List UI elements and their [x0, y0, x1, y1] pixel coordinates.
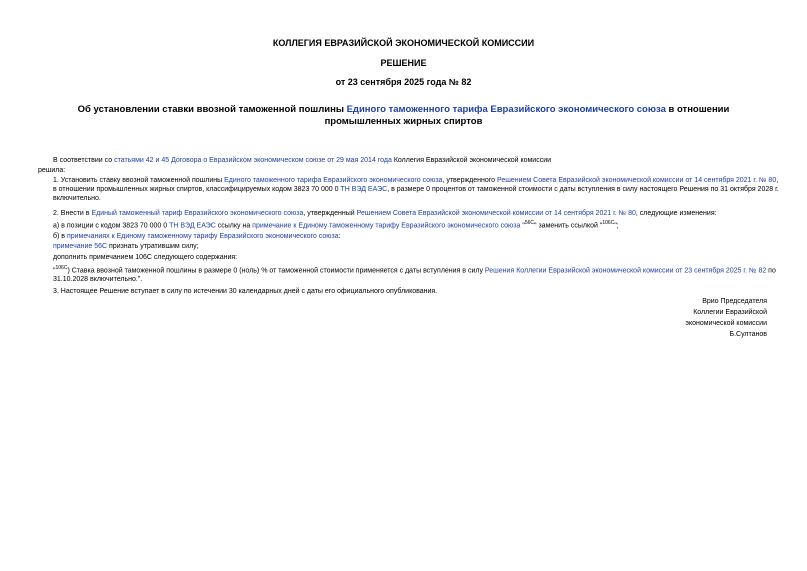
document-title: [40, 104, 767, 128]
note-code-106c-2: 106С: [55, 265, 68, 271]
link-council-decision-80-2[interactable]: Решением Совета Евразийской экономической комиссии от 14 сентября 2021 г. № 80: [356, 210, 636, 217]
add-note-line: дополнить примечанием 106С следующего содержания:: [53, 254, 238, 261]
text: ";: [614, 222, 619, 230]
paragraph-1: [38, 176, 783, 203]
text: ) Ставка ввозной таможенной пошлины в размере 0 (ноль) % от таможенной стоимости применяется с даты вступления в силу: [67, 267, 485, 275]
text: признать утратившим силу;: [107, 243, 199, 250]
note-56c-line: [38, 242, 783, 251]
note-code-106c: 106С: [602, 220, 615, 226]
link-board-decision-82[interactable]: Решения Коллегии Евразийской экономической комиссии от 23 сентября 2025 г. № 82: [484, 267, 767, 275]
text: , утвержденного: [442, 177, 497, 184]
text: , в размере 0 процентов от таможенной стоимости с даты вступления в силу настоящего Решения по 31 октября 2028 г. включительно.: [53, 186, 779, 202]
paragraph-3: 3. Настоящее Решение вступает в силу по истечении 30 календарных дней с даты его официального опубликования.: [53, 288, 438, 295]
org-heading: КОЛЛЕГИЯ ЕВРАЗИЙСКОЙ ЭКОНОМИЧЕСКОЙ КОМИССИИ: [272, 38, 535, 48]
decided-label: решила:: [38, 167, 66, 174]
text: а) в позиции с кодом 3823 70 000 0: [53, 222, 170, 230]
title-link-eett[interactable]: Единого таможенного тарифа Евразийского экономического союза: [346, 104, 666, 115]
paragraph-2b: [38, 232, 783, 241]
text: В соответствии со: [53, 157, 115, 164]
text: б) в: [53, 233, 67, 240]
title-text: Об установлении ставки ввозной таможенной пошлины: [77, 104, 347, 115]
link-tn-ved[interactable]: ТН ВЭД ЕАЭС: [340, 186, 388, 193]
signature-name: Б.Султанов: [729, 331, 767, 338]
link-eett-2[interactable]: Единый таможенный тариф Евразийского экономического союза: [91, 210, 304, 217]
paragraph-2: [38, 209, 783, 218]
text: 2. Внести в: [53, 210, 92, 217]
text: по 31.10.2028 включительно.".: [53, 267, 776, 284]
link-tariff-note[interactable]: примечание к Единому таможенному тарифу Евразийского экономического союза: [252, 222, 521, 230]
link-note-56c[interactable]: примечание 56С: [53, 243, 108, 250]
signature-line-2: Коллегии Евразийской: [693, 309, 767, 316]
signature-line-1: Врио Председателя: [702, 298, 767, 305]
doc-type-heading: РЕШЕНИЕ: [380, 58, 427, 68]
text: :: [338, 233, 341, 240]
link-council-decision-80[interactable]: Решением Совета Евразийской экономической комиссии от 14 сентября 2021 г. № 80: [496, 177, 777, 184]
paragraph-2a: [38, 219, 783, 230]
date-number-heading: от 23 сентября 2025 года № 82: [335, 77, 472, 87]
text: 1. Установить ставку ввозной таможенной пошлины: [53, 177, 225, 184]
intro-paragraph: [38, 156, 783, 165]
link-tariff-notes[interactable]: примечаниях к Единому таможенному тарифу Евразийского экономического союза: [66, 233, 339, 240]
text: " заменить ссылкой ": [534, 222, 603, 230]
link-tn-ved-2[interactable]: ТН ВЭД ЕАЭС: [169, 222, 216, 230]
text: ссылку на: [215, 222, 253, 230]
note-code-56c: 56С: [524, 220, 535, 226]
text: , следующие изменения:: [635, 210, 717, 217]
link-eett[interactable]: Единого таможенного тарифа Евразийского экономического союза: [224, 177, 443, 184]
title-text-end: в отношении промышленных жирных спиртов: [324, 104, 730, 127]
text: , в отношении промышленных жирных спиртов, классифицируемых кодом 3823 70 000 0: [53, 177, 779, 193]
text: , утвержденный: [303, 210, 357, 217]
text: Коллегия Евразийской экономической комиссии: [391, 157, 552, 164]
signature-line-3: экономической комиссии: [685, 320, 767, 327]
note-106c-text: [38, 264, 783, 284]
link-treaty-articles[interactable]: статьями 42 и 45 Договора о Евразийском экономическом союзе от 29 мая 2014 года: [114, 157, 392, 164]
text: ": [520, 222, 525, 230]
text: ": [53, 267, 56, 275]
